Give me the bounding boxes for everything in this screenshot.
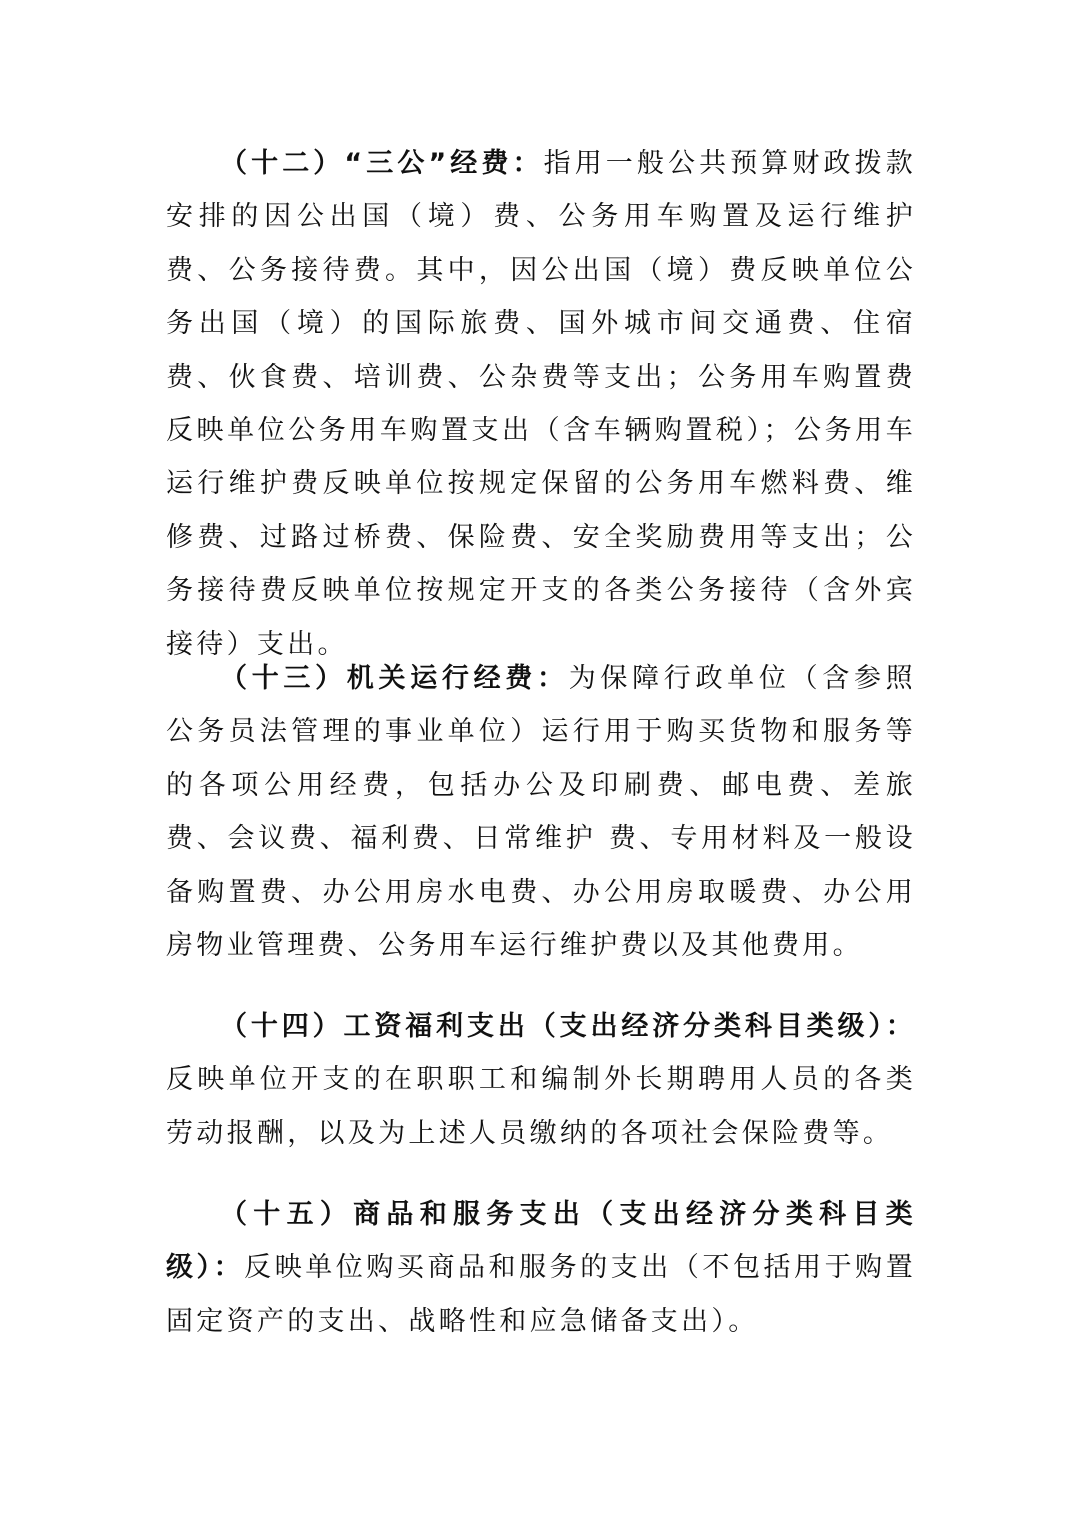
paragraph-heading: （十三）机关运行经费： <box>220 663 569 694</box>
paragraph-fifteen <box>166 1188 916 1348</box>
paragraph-body: 为保障行政单位（含参照公务员法管理的事业单位）运行用于购买货物和服务等的各项公用经费，包括办公及印刷费、邮电费、差旅费、会议费、福利费、日常维护 费、专用材料及一般设备购置费、办公用房水电费、办公用房取暖费、办公用房物业管理费、公务用车运行维护费以及其他费用。 <box>166 663 916 962</box>
paragraph-fourteen <box>166 1000 916 1160</box>
paragraph-body: 反映单位开支的在职职工和编制外长期聘用人员的各类劳动报酬，以及为上述人员缴纳的各项社会保险费等。 <box>166 1064 916 1149</box>
paragraph-heading: （十五）商品和服务支出（支出经济分类科目类级）： <box>166 1199 916 1284</box>
paragraph-body: 指用一般公共预算财政拨款安排的因公出国（境）费、公务用车购置及运行维护费、公务接待费。其中，因公出国（境）费反映单位公务出国（境）的国际旅费、国外城市间交通费、住宿费、伙食费、培训费、公杂费等支出；公务用车购置费反映单位公务用车购置支出（含车辆购置税）；公务用车运行维护费反映单位按规定保留的公务用车燃料费、维修费、过路过桥费、保险费、安全奖励费用等支出；公务接待费反映单位按规定开支的各类公务接待（含外宾接待）支出。 <box>166 148 916 660</box>
paragraph-thirteen <box>166 652 916 972</box>
paragraph-heading: （十四）工资福利支出（支出经济分类科目类级）： <box>220 1011 916 1042</box>
paragraph-twelve <box>166 137 916 671</box>
paragraph-heading: （十二）“三公”经费： <box>220 148 544 179</box>
paragraph-body: 反映单位购买商品和服务的支出（不包括用于购置固定资产的支出、战略性和应急储备支出）。 <box>166 1252 916 1337</box>
